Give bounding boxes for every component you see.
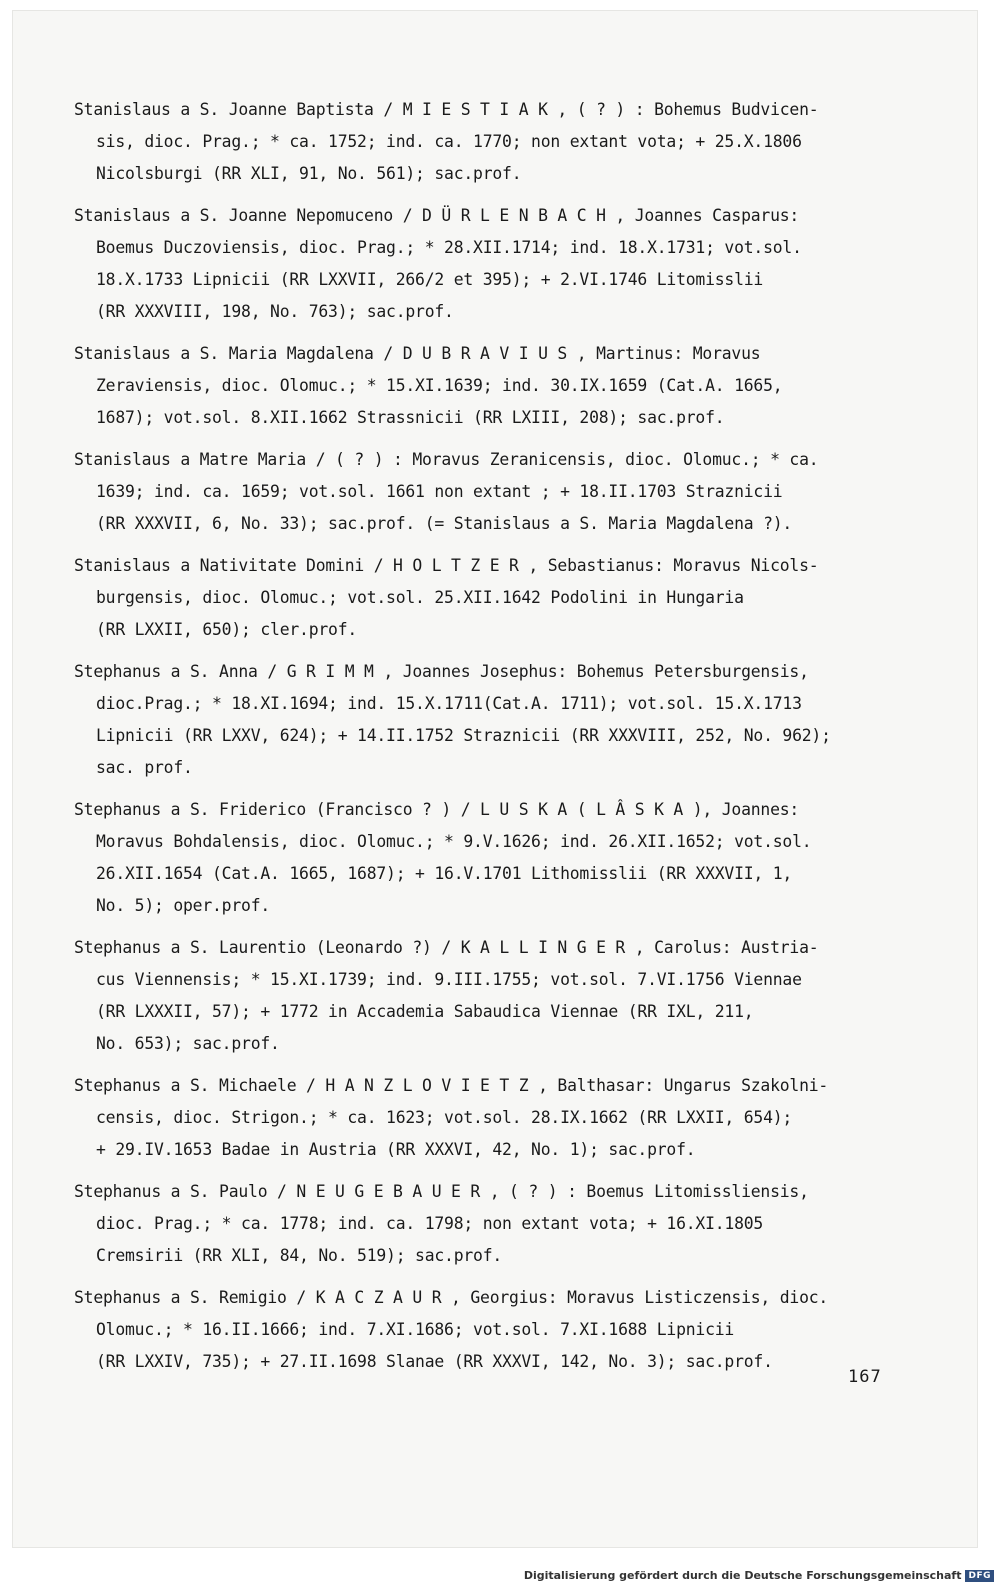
entry-line: Zeraviensis, dioc. Olomuc.; * 15.XI.1639; ind. 30.IX.1659 (Cat.A. 1665,	[96, 376, 783, 395]
entry-line: (RR LXXII, 650); cler.prof.	[96, 620, 358, 639]
entry-line: sis, dioc. Prag.; * ca. 1752; ind. ca. 1770; non extant vota; + 25.X.1806	[96, 132, 802, 151]
entry-line: 1687); vot.sol. 8.XII.1662 Strassnicii (RR LXIII, 208); sac.prof.	[96, 408, 725, 427]
entry-line: Cremsirii (RR XLI, 84, No. 519); sac.prof.	[96, 1246, 503, 1265]
entry-line: Stephanus a S. Anna / G R I M M , Joannes Josephus: Bohemus Petersburgensis,	[74, 662, 809, 681]
entry-line: Stanislaus a Matre Maria / ( ? ) : Moravus Zeranicensis, dioc. Olomuc.; * ca.	[74, 450, 819, 469]
entry-line: Stephanus a S. Michaele / H A N Z L O V I E T Z , Balthasar: Ungarus Szakolni-	[74, 1076, 829, 1095]
entry-line: 26.XII.1654 (Cat.A. 1665, 1687); + 16.V.1701 Lithomisslii (RR XXXVII, 1,	[96, 864, 793, 883]
entry-holtzer	[74, 550, 874, 646]
entry-line: censis, dioc. Strigon.; * ca. 1623; vot.sol. 28.IX.1662 (RR LXXII, 654);	[96, 1108, 793, 1127]
dfg-logo: DFG	[965, 1570, 994, 1582]
entry-line: Stephanus a S. Friderico (Francisco ? ) / L U S K A ( L Â S K A ), Joannes:	[74, 800, 800, 819]
entry-dubravius	[74, 338, 874, 434]
funding-footer	[524, 1569, 994, 1582]
entry-line: (RR LXXXII, 57); + 1772 in Accademia Sabaudica Viennae (RR IXL, 211,	[96, 1002, 754, 1021]
entry-line: Nicolsburgi (RR XLI, 91, No. 561); sac.prof.	[96, 164, 522, 183]
entry-line: dioc. Prag.; * ca. 1778; ind. ca. 1798; non extant vota; + 16.XI.1805	[96, 1214, 764, 1233]
entry-line: (RR XXXVII, 6, No. 33); sac.prof. (= Stanislaus a S. Maria Magdalena ?).	[96, 514, 793, 533]
entry-line: 1639; ind. ca. 1659; vot.sol. 1661 non extant ; + 18.II.1703 Straznicii	[96, 482, 783, 501]
entry-line: sac. prof.	[96, 758, 193, 777]
entry-line: No. 653); sac.prof.	[96, 1034, 280, 1053]
page-number: 167	[848, 1367, 882, 1387]
entry-line: 18.X.1733 Lipnicii (RR LXXVII, 266/2 et 395); + 2.VI.1746 Litomisslii	[96, 270, 764, 289]
entry-line: Stanislaus a S. Joanne Nepomuceno / D Ü R L E N B A C H , Joannes Casparus:	[74, 206, 800, 225]
entry-line: Olomuc.; * 16.II.1666; ind. 7.XI.1686; vot.sol. 7.XI.1688 Lipnicii	[96, 1320, 735, 1339]
entry-line: Stanislaus a Nativitate Domini / H O L T Z E R , Sebastianus: Moravus Nicols-	[74, 556, 819, 575]
entry-matre-maria	[74, 444, 874, 540]
entry-line: Stephanus a S. Laurentio (Leonardo ?) / K A L L I N G E R , Carolus: Austria-	[74, 938, 819, 957]
entry-neugebauer	[74, 1176, 874, 1272]
entry-kallinger	[74, 932, 874, 1060]
entry-line: No. 5); oper.prof.	[96, 896, 271, 915]
entry-line: (RR LXXIV, 735); + 27.II.1698 Slanae (RR XXXVI, 142, No. 3); sac.prof.	[96, 1352, 773, 1371]
entry-line: Stanislaus a S. Maria Magdalena / D U B R A V I U S , Martinus: Moravus	[74, 344, 761, 363]
entry-luska	[74, 794, 874, 922]
entry-line: (RR XXXVIII, 198, No. 763); sac.prof.	[96, 302, 454, 321]
entry-kaczaur	[74, 1282, 874, 1378]
entry-line: Stephanus a S. Paulo / N E U G E B A U E R , ( ? ) : Boemus Litomissliensis,	[74, 1182, 809, 1201]
entry-durlenbach	[74, 200, 874, 328]
funding-notice: Digitalisierung gefördert durch die Deutsche Forschungsgemeinschaft	[523, 1569, 962, 1582]
entry-line: Moravus Bohdalensis, dioc. Olomuc.; * 9.V.1626; ind. 26.XII.1652; vot.sol.	[96, 832, 812, 851]
entry-list	[74, 94, 874, 1388]
scanned-page	[12, 10, 978, 1548]
entry-line: Stephanus a S. Remigio / K A C Z A U R , Georgius: Moravus Listiczensis, dioc.	[74, 1288, 829, 1307]
entry-line: Stanislaus a S. Joanne Baptista / M I E S T I A K , ( ? ) : Bohemus Budvicen-	[74, 100, 819, 119]
entry-line: dioc.Prag.; * 18.XI.1694; ind. 15.X.1711(Cat.A. 1711); vot.sol. 15.X.1713	[96, 694, 802, 713]
entry-line: burgensis, dioc. Olomuc.; vot.sol. 25.XII.1642 Podolini in Hungaria	[96, 588, 744, 607]
entry-line: cus Viennensis; * 15.XI.1739; ind. 9.III.1755; vot.sol. 7.VI.1756 Viennae	[96, 970, 802, 989]
entry-grimm	[74, 656, 874, 784]
entry-line: + 29.IV.1653 Badae in Austria (RR XXXVI, 42, No. 1); sac.prof.	[96, 1140, 696, 1159]
entry-hanzlovietz	[74, 1070, 874, 1166]
entry-line: Boemus Duczoviensis, dioc. Prag.; * 28.XII.1714; ind. 18.X.1731; vot.sol.	[96, 238, 802, 257]
entry-line: Lipnicii (RR LXXV, 624); + 14.II.1752 Straznicii (RR XXXVIII, 252, No. 962);	[96, 726, 831, 745]
entry-miestiak	[74, 94, 874, 190]
